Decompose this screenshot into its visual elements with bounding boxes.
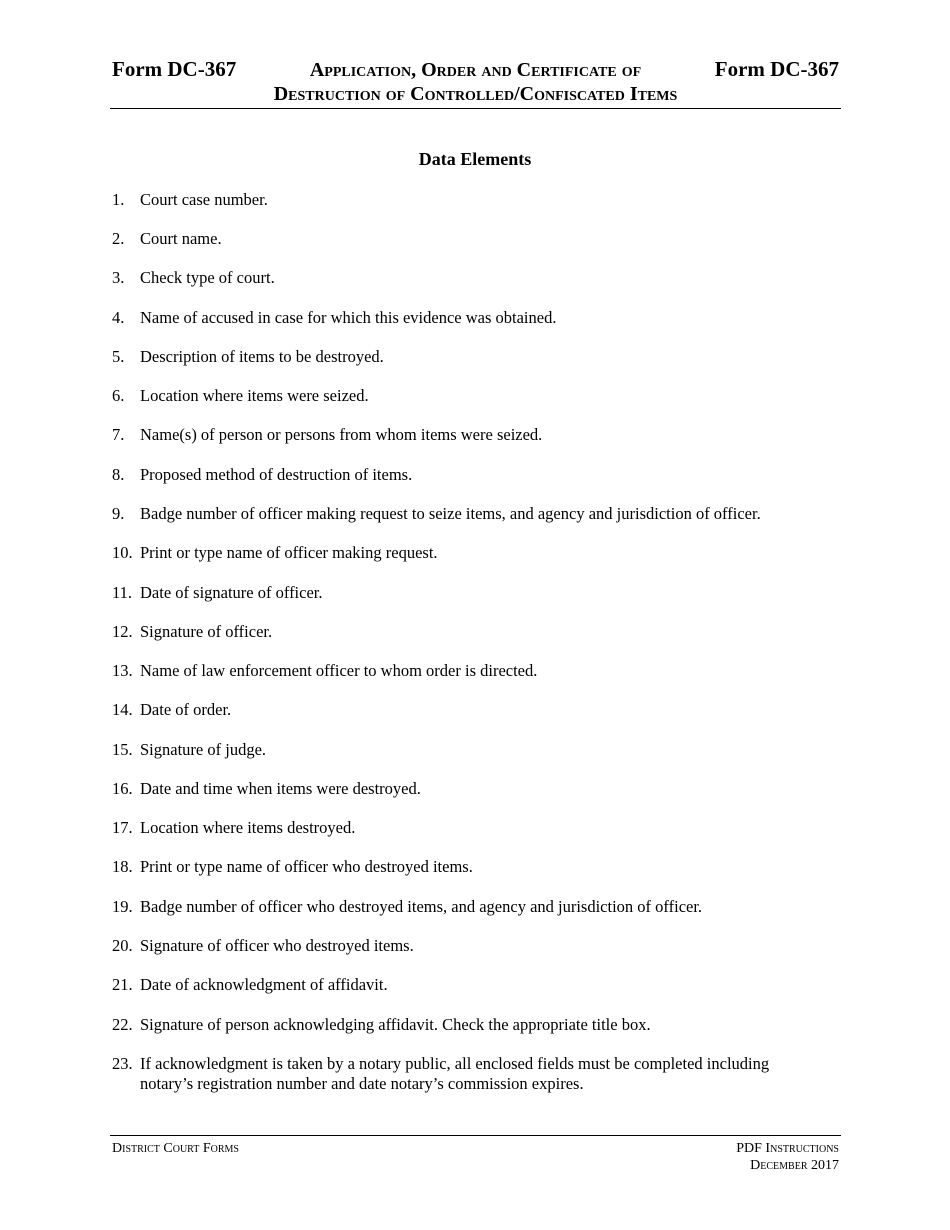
page-footer [110, 1135, 841, 1180]
list-item [112, 622, 812, 642]
item-number: 16. [112, 779, 133, 798]
item-text: Signature of person acknowledging affidavit. Check the appropriate title box. [140, 1015, 651, 1034]
list-item [112, 190, 812, 210]
list-item [112, 740, 812, 760]
item-text: Check type of court. [140, 268, 275, 287]
item-number: 9. [112, 504, 125, 523]
item-text: Name of accused in case for which this evidence was obtained. [140, 308, 557, 327]
item-text: Location where items destroyed. [140, 818, 356, 837]
list-item [112, 268, 812, 288]
item-number: 8. [112, 465, 125, 484]
list-item [112, 700, 812, 720]
item-text: Signature of judge. [140, 740, 267, 759]
item-number: 18. [112, 857, 133, 876]
item-text: Signature of officer who destroyed items. [140, 936, 414, 955]
item-text: Description of items to be destroyed. [140, 347, 384, 366]
item-number: 7. [112, 425, 125, 444]
list-item [112, 229, 812, 249]
item-number: 19. [112, 897, 133, 916]
list-item [112, 425, 812, 445]
item-text: Badge number of officer who destroyed items, and agency and jurisdiction of officer. [140, 897, 703, 916]
item-number: 15. [112, 740, 133, 759]
item-text: Date of acknowledgment of affidavit. [140, 975, 388, 994]
form-number-left: Form DC-367 [112, 57, 237, 81]
footer-right-line-2: December 2017 [750, 1158, 839, 1173]
list-item [112, 465, 812, 485]
list-item [112, 857, 812, 877]
list-item [112, 386, 812, 406]
item-number: 21. [112, 975, 133, 994]
list-item [112, 661, 812, 681]
item-number: 22. [112, 1015, 133, 1034]
footer-left-label: District Court Forms [112, 1141, 239, 1156]
item-number: 10. [112, 543, 133, 562]
item-number: 20. [112, 936, 133, 955]
item-text: Name(s) of person or persons from whom items were seized. [140, 425, 543, 444]
item-number: 14. [112, 700, 133, 719]
list-item [112, 818, 812, 838]
list-item [112, 779, 812, 799]
item-text: Court case number. [140, 190, 268, 209]
item-number: 11. [112, 583, 133, 602]
item-number: 12. [112, 622, 133, 641]
item-number: 1. [112, 190, 125, 209]
list-item [112, 936, 812, 956]
list-item [112, 543, 812, 563]
footer-right-line-1: PDF Instructions [736, 1141, 839, 1156]
list-item [112, 347, 812, 367]
item-number: 23. [112, 1054, 133, 1073]
item-text: Date and time when items were destroyed. [140, 779, 421, 798]
list-item [112, 1054, 802, 1094]
item-number: 3. [112, 268, 125, 287]
item-number: 13. [112, 661, 133, 680]
form-title-line-2: Destruction of Controlled/Confiscated Items [273, 83, 678, 105]
item-number: 2. [112, 229, 125, 248]
footer-right-block [736, 1140, 839, 1174]
list-item [112, 583, 812, 603]
item-text: Date of signature of officer. [140, 583, 323, 602]
item-number: 6. [112, 386, 125, 405]
item-number: 17. [112, 818, 133, 837]
section-title: Data Elements [418, 149, 532, 169]
item-text: Court name. [140, 229, 222, 248]
page-header [110, 56, 841, 109]
item-text: Name of law enforcement officer to whom order is directed. [140, 661, 538, 680]
item-number: 5. [112, 347, 125, 366]
item-text: Badge number of officer making request to seize items, and agency and jurisdiction of officer. [140, 504, 761, 523]
item-text: Print or type name of officer who destroyed items. [140, 857, 473, 876]
item-text: If acknowledgment is taken by a notary public, all enclosed fields must be completed including notary’s registration number and date notary’s commission expires. [140, 1054, 770, 1093]
item-text: Print or type name of officer making request. [140, 543, 438, 562]
list-item [112, 308, 812, 328]
list-item [112, 1015, 812, 1035]
item-number: 4. [112, 308, 125, 327]
list-item [112, 504, 832, 524]
item-text: Date of order. [140, 700, 232, 719]
list-item [112, 897, 812, 917]
item-text: Signature of officer. [140, 622, 273, 641]
item-text: Proposed method of destruction of items. [140, 465, 413, 484]
form-title-line-1: Application, Order and Certificate of [309, 59, 642, 81]
item-text: Location where items were seized. [140, 386, 369, 405]
form-number-right: Form DC-367 [714, 57, 839, 81]
list-item [112, 975, 812, 995]
